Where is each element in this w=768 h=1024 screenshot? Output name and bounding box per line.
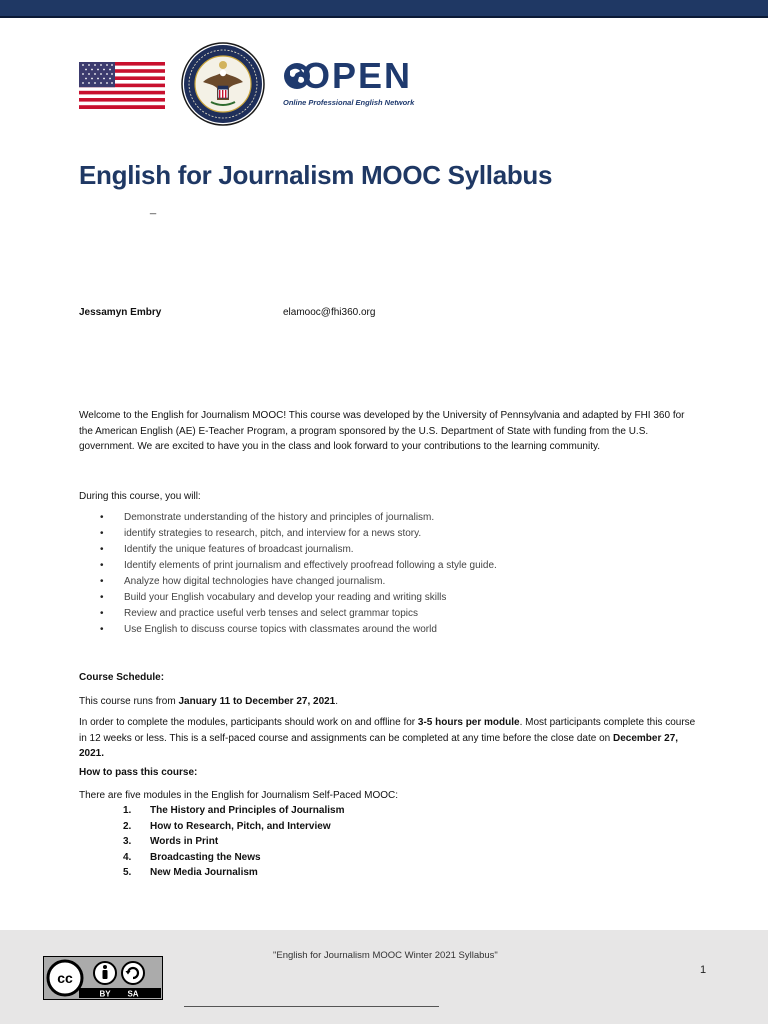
how-to-pass-heading: How to pass this course:	[79, 767, 198, 778]
list-item	[100, 606, 497, 622]
department-of-state-seal-icon	[181, 42, 265, 126]
course-dates: January 11 to December 27, 2021	[178, 696, 336, 707]
list-item	[100, 542, 497, 558]
objectives-intro: During this course, you will:	[79, 491, 201, 502]
objective-text: Use English to discuss course topics with classmates around the world	[124, 624, 437, 635]
course-dates-prefix: This course runs from	[79, 696, 179, 707]
open-logo-text: OPEN	[302, 55, 413, 96]
bullet-icon: •	[100, 512, 104, 523]
course-schedule-heading: Course Schedule:	[79, 672, 165, 683]
cc-by-label: BY	[99, 989, 111, 999]
module-number: 2.	[123, 820, 132, 832]
page-number: 1	[700, 964, 707, 976]
bullet-icon: •	[100, 592, 104, 603]
footer-divider	[184, 1006, 439, 1007]
bullet-icon: •	[100, 544, 104, 555]
top-header-bar	[0, 0, 768, 18]
module-number: 1.	[123, 805, 132, 816]
module-title: How to Research, Pitch, and Interview	[150, 820, 331, 832]
close-date: December 27, 2021.	[79, 732, 679, 759]
cc-mark-text: cc	[57, 970, 73, 986]
module-title: Words in Print	[150, 836, 219, 847]
module-item	[123, 865, 345, 881]
objective-text: Demonstrate understanding of the history and principles of journalism.	[124, 512, 435, 523]
module-number: 5.	[123, 867, 132, 878]
module-item	[123, 803, 345, 819]
page-title: English for Journalism MOOC Syllabus	[79, 160, 553, 190]
module-item	[123, 834, 345, 850]
instructor-email-link[interactable]: elamooc@fhi360.org	[283, 307, 376, 318]
list-item	[100, 510, 497, 526]
creative-commons-by-sa-icon	[43, 956, 163, 1000]
module-title: New Media Journalism	[150, 867, 258, 878]
title-underscore: _	[150, 203, 157, 215]
objective-text: Identify elements of print journalism and effectively proofread following a style guide.	[124, 560, 497, 571]
bullet-icon: •	[100, 528, 104, 539]
module-title: Broadcasting the News	[150, 851, 261, 863]
open-logo-tagline: Online Professional English Network	[283, 98, 415, 107]
workload-hours: 3-5 hours per module	[417, 717, 520, 728]
bullet-icon: •	[100, 576, 104, 587]
module-title: The History and Principles of Journalism	[150, 805, 345, 816]
modules-intro: There are five modules in the English for Journalism Self-Paced MOOC:	[79, 790, 399, 801]
page-footer	[0, 930, 768, 1024]
bullet-icon: •	[100, 608, 104, 619]
footer-course-note: "English for Journalism MOOC Winter 2021 Syllabus"	[273, 950, 498, 961]
module-item	[123, 850, 345, 866]
course-dates-paragraph	[79, 694, 699, 710]
cc-sa-label: SA	[127, 989, 139, 999]
list-item	[100, 526, 497, 542]
objectives-list	[100, 510, 497, 638]
list-item	[100, 622, 497, 638]
workload-paragraph	[79, 715, 699, 762]
workload-middle: . Most participants complete this course in 12 weeks or less. This is a self-paced course and assignments can be completed at any time before the close date on	[79, 717, 696, 744]
objective-text: Build your English vocabulary and develop your reading and writing skills	[124, 592, 447, 603]
module-item	[123, 819, 345, 835]
welcome-paragraph: Welcome to the English for Journalism MOOC! This course was developed by the University of Pennsylvania and adapted by FHI 360 for the American English (AE) E-Teacher Program, a program sponsored by the U.S. Department of State with funding from the U.S. government. We are excited to have you in the class and look forward to your contributions to the learning community.	[79, 410, 685, 452]
module-number: 3.	[123, 836, 132, 847]
modules-list	[123, 803, 345, 881]
objective-text: Identify the unique features of broadcast journalism.	[124, 544, 354, 555]
course-dates-suffix: .	[335, 696, 339, 707]
objective-text: Review and practice useful verb tenses and select grammar topics	[124, 608, 419, 619]
bullet-icon: •	[100, 560, 104, 571]
objective-text: identify strategies to research, pitch, and interview for a news story.	[124, 528, 422, 539]
list-item	[100, 574, 497, 590]
instructor-name: Jessamyn Embry	[79, 307, 162, 318]
us-flag-icon	[79, 62, 165, 109]
module-number: 4.	[123, 851, 132, 863]
bullet-icon: •	[100, 624, 104, 635]
list-item	[100, 590, 497, 606]
objective-text: Analyze how digital technologies have changed journalism.	[124, 576, 386, 587]
workload-prefix: In order to complete the modules, participants should work on and offline for	[79, 717, 418, 728]
list-item	[100, 558, 497, 574]
